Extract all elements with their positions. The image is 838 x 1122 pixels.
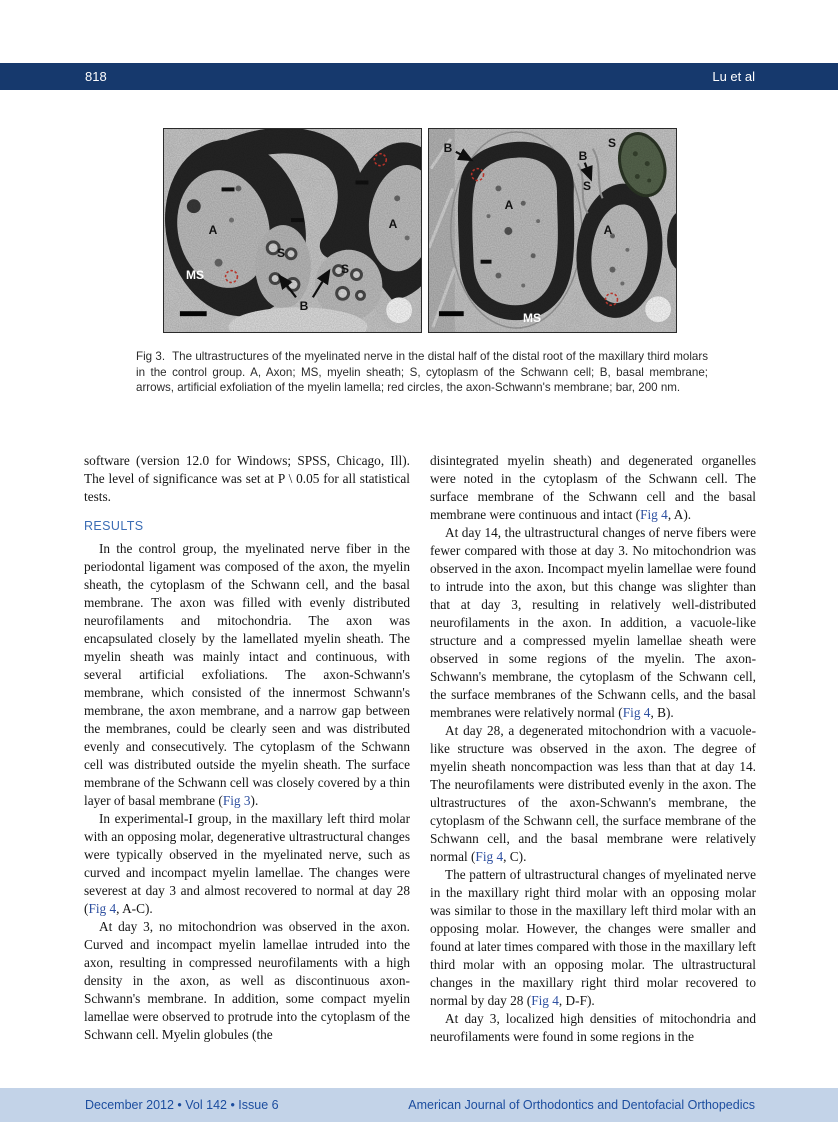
- figure-reference-link[interactable]: Fig 3: [222, 793, 251, 808]
- page-footer: [0, 1088, 838, 1122]
- micrograph-label-a: A: [388, 217, 398, 231]
- figure-reference-link[interactable]: Fig 4: [622, 705, 651, 720]
- paragraph-text: , A).: [667, 507, 692, 522]
- figure-reference-link[interactable]: Fig 4: [88, 901, 117, 916]
- paragraph-text: The pattern of ultrastructural changes of myelinated nerve in the maxillary right third molar with an opposing molar was similar to those in the maxillary left third molar with an opposing molar. However, the changes were smaller and found at later times compared with those in the maxillary left third molar with an opposing molar. The ultrastructural changes in the maxillary right third molar recovered to normal by day 28 (: [430, 867, 756, 1008]
- paragraph: [430, 722, 756, 866]
- micrograph-label-ms: MS: [186, 268, 204, 282]
- paragraph-text: At day 3, localized high densities of mitochondria and neurofilaments were found in some regions in the: [430, 1011, 756, 1044]
- figure-caption-label: Fig 3.: [136, 350, 166, 363]
- paragraph: [430, 1010, 756, 1046]
- micrograph-label-s: S: [340, 262, 350, 276]
- paragraph-text: , C).: [503, 849, 527, 864]
- micrograph-label-a: A: [208, 223, 218, 237]
- paragraph-text: disintegrated myelin sheath) and degenerated organelles were noted in the cytoplasm of the Schwann cell. The surface membrane of the Schwann cell and the basal membrane were continuous and intact (: [430, 453, 756, 522]
- paragraph-text: At day 3, no mitochondrion was observed in the axon. Curved and incompact myelin lamellae intruded into the axon, resulting in compressed neurofilaments with a high density in the axon, as well as discontinuous axon-Schwann's membrane. In addition, some compact myelin lamellae were observed to protrude into the cytoplasm of the Schwann cell. Myelin globules (the: [84, 919, 410, 1042]
- micrograph-label-a: A: [504, 198, 514, 212]
- running-head-authors: Lu et al: [712, 69, 755, 84]
- figure-reference-link[interactable]: Fig 4: [531, 993, 559, 1008]
- figure-reference-link[interactable]: Fig 4: [475, 849, 504, 864]
- paragraph-text: , D-F).: [558, 993, 595, 1008]
- paragraph-text: In the control group, the myelinated nerve fiber in the periodontal ligament was composed of the axon, the myelin sheath, the cytoplasm of the Schwann cell, and the basal membrane. The axon was filled with evenly distributed neurofilaments and mitochondria. The axon was encapsulated closely by the lamellated myelin sheath. The myelin sheath was mainly intact and continuous, with several artificial exfoliations. The axon-Schwann's membrane, which consisted of the innermost Schwann's membrane, the axon membrane, and a narrow gap between the membranes, could be clearly seen and was distributed evenly and consecutively. The cytoplasm of the Schwann cell was distributed outside the myelin sheath. The surface membrane of the Schwann cell was closely covered by a thin layer of basal membrane (: [84, 541, 410, 808]
- paragraph: [84, 918, 410, 1044]
- panel-right-labels: [429, 129, 676, 332]
- micrograph-label-a: A: [603, 223, 613, 237]
- micrograph-panel-right: [428, 128, 677, 333]
- column-left: [84, 452, 410, 1046]
- column-right: [430, 452, 756, 1046]
- paragraph: [84, 452, 410, 506]
- micrograph-label-b: B: [443, 141, 453, 155]
- paragraph: [430, 524, 756, 722]
- micrograph-label-s: S: [276, 246, 286, 260]
- paragraph: [84, 810, 410, 918]
- paragraph-text: At day 14, the ultrastructural changes of nerve fibers were fewer compared with those at day 3. No mitochondrion was observed in the axon. Incompact myelin lamellae were found to intrude into the axon, but this change was slighter than that at day 3, resulting in relatively well-distributed neurofilaments in the axon. In addition, a vacuole-like structure and a compressed myelin lamellae sheath were observed in some regions of the myelin. The axon-Schwann's membrane, the cytoplasm of the Schwann cell, the surface membranes of the Schwann cells, and the basal membranes were relatively normal (: [430, 525, 756, 720]
- paragraph-text: , A-C).: [116, 901, 153, 916]
- micrograph-label-b: B: [299, 299, 309, 313]
- page-number: 818: [85, 69, 107, 84]
- figure-caption: [136, 349, 708, 396]
- section-heading: RESULTS: [84, 519, 144, 533]
- paragraph-text: ).: [250, 793, 259, 808]
- article-body: [84, 452, 756, 1046]
- paragraph-text: At day 28, a degenerated mitochondrion with a vacuole-like structure was observed in the axon. The degree of myelin sheath noncompaction was less than that at day 14. The neurofilaments were distributed evenly in the axon. The ultrastructures of the axon-Schwann's membrane, the cytoplasm of the Schwann cell, the surface membrane of the Schwann cell, and the basal membrane were relatively normal (: [430, 723, 756, 864]
- panel-left-labels: [164, 129, 421, 332]
- paragraph: [430, 866, 756, 1010]
- figure-reference-link[interactable]: Fig 4: [640, 507, 668, 522]
- page-header: [0, 63, 838, 90]
- micrograph-label-s: S: [607, 136, 617, 150]
- paragraph: [84, 540, 410, 810]
- figure-caption-text: The ultrastructures of the myelinated nerve in the distal half of the distal root of the maxillary third molars in the control group. A, Axon; MS, myelin sheath; S, cytoplasm of the Schwann cell; B, basal membrane; arrows, artificial exfoliation of the myelin lamella; red circles, the axon-Schwann's membrane; bar, 200 nm.: [136, 350, 708, 394]
- footer-journal-name: American Journal of Orthodontics and Dentofacial Orthopedics: [408, 1098, 755, 1112]
- micrograph-label-s: S: [582, 179, 592, 193]
- micrograph-panel-left: [163, 128, 422, 333]
- paragraph-text: software (version 12.0 for Windows; SPSS, Chicago, Ill). The level of significance was set at P \ 0.05 for all statistical tests.: [84, 453, 410, 504]
- micrograph-label-ms: MS: [523, 311, 541, 325]
- footer-issue-info: December 2012 • Vol 142 • Issue 6: [85, 1098, 279, 1112]
- paragraph-text: , B).: [650, 705, 674, 720]
- paragraph-text: In experimental-I group, in the maxillary left third molar with an opposing molar, degenerative ultrastructural changes were typically observed in the myelinated nerve, such as curved and incompact myelin lamellae. The changes were severest at day 3 and almost recovered to normal at day 28 (: [84, 811, 410, 916]
- micrograph-label-b: B: [578, 149, 588, 163]
- paragraph: [430, 452, 756, 524]
